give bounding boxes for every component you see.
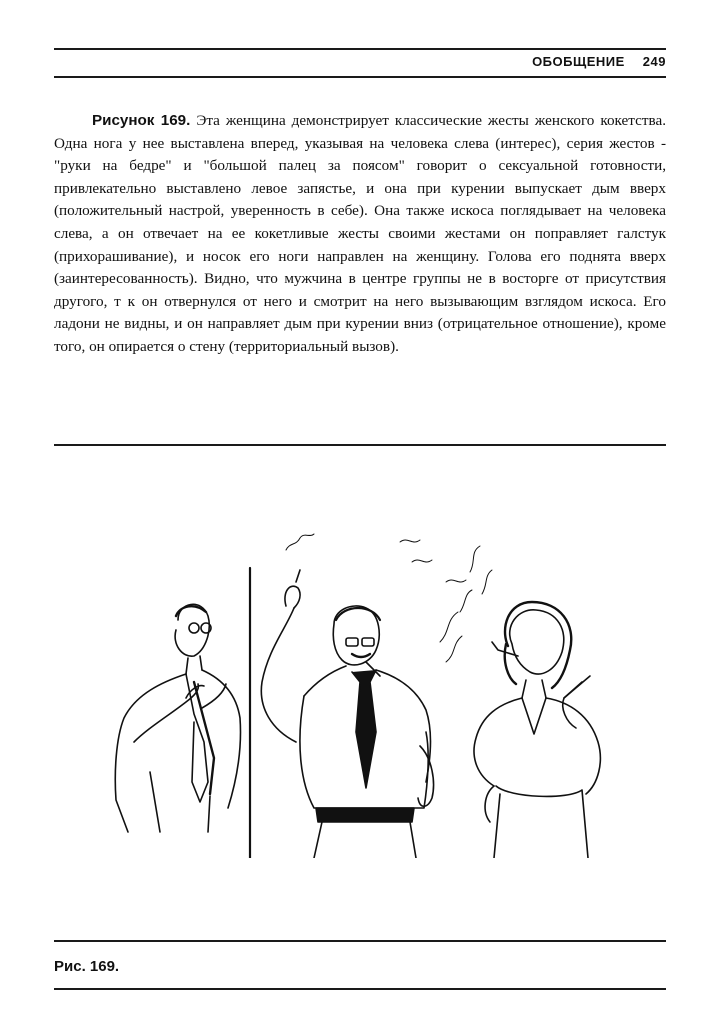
header-bottom-rule: [54, 76, 666, 78]
page-bottom-rule: [54, 988, 666, 990]
figure-number-label: Рис. 169.: [54, 958, 120, 975]
three-people-smoking-illustration: [90, 532, 650, 858]
figure-top-rule: [54, 940, 666, 942]
caption-paragraph: [54, 110, 666, 359]
center-man-figure: [261, 570, 462, 858]
header-top-rule: [54, 48, 666, 50]
caption-figure-ref: Рисунок 169.: [92, 112, 191, 129]
left-man-figure: [115, 604, 240, 832]
caption-text: Эта женщина демонстрирует классические жесты женского кокетства. Одна нога у нее выставлена вперед, указывая на человека слева (интерес), серия жестов - "руки на бедре" и "большой палец за поясом" говорит о сексуальной готовности, привлекательно выставлено левое запястье, и она при курении выпускает дым вверх (положительный настрой, уверенность в себе). Она также искоса поглядывает на человека слева, а он отвечает на ее кокетливые жесты своими жестами он поправляет галстук (прихорашивание), и носок его ноги направлен на женщину. Голова его поднята вверх (заинтересованность). Видно, что мужчина в центре группы не в восторге от присутствия другого, т к он отвернулся от него и смотрит на него вызывающим взглядом искоса. Его ладони не видны, и он направляет дым при курении вниз (отрицательное отношение), кроме того, он опирается о стену (территориальный вызов).: [54, 112, 666, 355]
caption-bottom-rule: [54, 444, 666, 446]
running-header: [54, 54, 666, 74]
page-number: 249: [642, 54, 666, 69]
header-section-title: ОБОБЩЕНИЕ: [532, 54, 625, 69]
figure-caption: [54, 110, 666, 359]
right-woman-figure: [460, 546, 600, 858]
